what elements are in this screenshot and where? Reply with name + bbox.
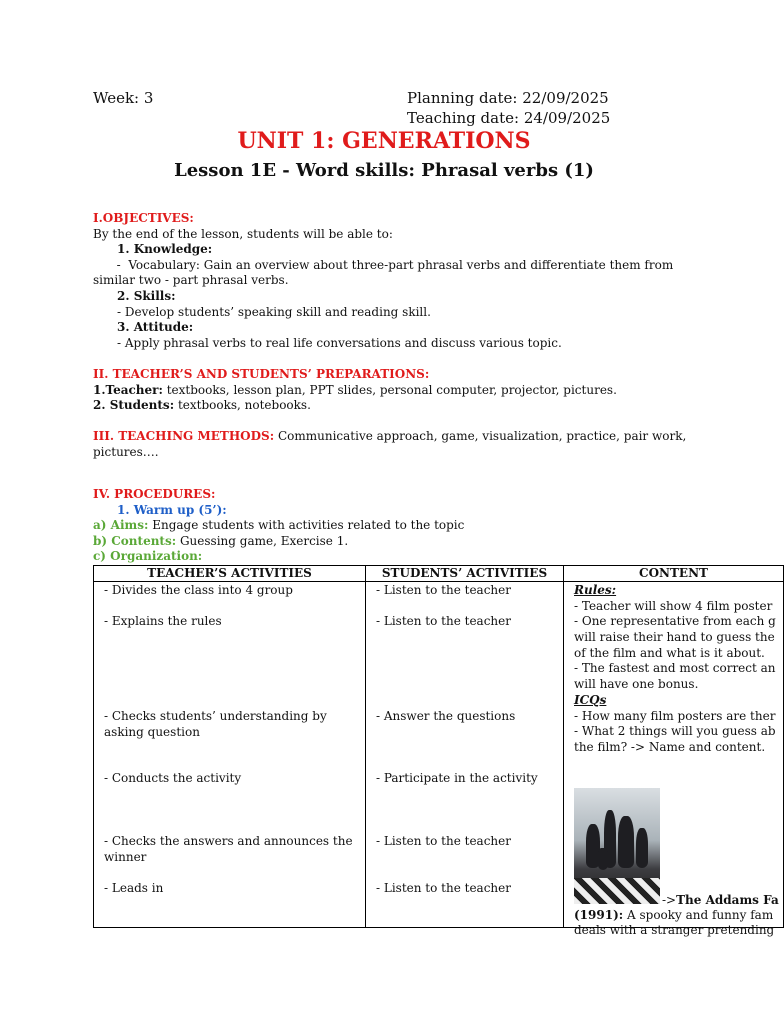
warmup-heading: 1. Warm up (5’): (117, 503, 227, 517)
rule-text: - Teacher will show 4 film poster (574, 599, 773, 613)
header-content: CONTENT (564, 566, 784, 582)
students-preparation: 2. Students: textbooks, notebooks. (93, 398, 311, 412)
aims-line: a) Aims: Engage students with activities related to the topic (93, 518, 465, 532)
header-teacher-activities: TEACHER’S ACTIVITIES (94, 566, 366, 582)
organization-label: c) Organization: (93, 549, 203, 563)
teaching-methods: III. TEACHING METHODS: Communicative approach, game, visualization, practice, pair work, (93, 429, 687, 443)
objectives-intro: By the end of the lesson, students will be able to: (93, 227, 393, 241)
film-title-line: ->The Addams Fa (662, 893, 779, 907)
rule-text: will have one bonus. (574, 677, 699, 691)
lesson-title: Lesson 1E - Word skills: Phrasal verbs (1) (174, 160, 594, 181)
icqs-label: ICQs (574, 693, 607, 707)
teacher-preparation: 1.Teacher: textbooks, lesson plan, PPT slides, personal computer, projector, pictures. (93, 383, 617, 397)
teacher-activity: - Checks students’ understanding by asking question (104, 709, 327, 739)
skills-text: - Develop students’ speaking skill and reading skill. (117, 305, 431, 319)
icq-text: the film? -> Name and content. (574, 740, 766, 754)
teaching-date: Teaching date: 24/09/2025 (407, 109, 611, 127)
table-header-row (94, 566, 784, 582)
student-activity: - Listen to the teacher (376, 881, 511, 895)
icq-text: - What 2 things will you guess ab (574, 724, 776, 738)
teacher-activity: - Leads in (104, 881, 164, 895)
knowledge-text-1: - Vocabulary: Gain an overview about three-part phrasal verbs and differentiate them from (109, 258, 674, 272)
teacher-activity: - Explains the rules (104, 614, 222, 628)
contents-line: b) Contents: Guessing game, Exercise 1. (93, 534, 349, 548)
attitude-text: - Apply phrasal verbs to real life conversations and discuss various topic. (117, 336, 562, 350)
unit-title: UNIT 1: GENERATIONS (237, 128, 531, 154)
student-activity: - Participate in the activity (376, 771, 538, 785)
week-label: Week: 3 (93, 89, 154, 107)
rule-text: - One representative from each g (574, 614, 776, 628)
student-activity: - Listen to the teacher (376, 834, 511, 848)
rule-text: will raise their hand to guess the (574, 630, 775, 644)
film-description: (1991): A spooky and funny fam (574, 908, 774, 922)
film-poster-image (574, 788, 660, 904)
table-row (94, 582, 784, 928)
film-description-cont: deals with a stranger pretending (574, 923, 775, 937)
procedure-table (93, 565, 784, 937)
student-activity: - Answer the questions (376, 709, 516, 723)
planning-date: Planning date: 22/09/2025 (407, 89, 609, 107)
skills-label: 2. Skills: (117, 289, 176, 303)
header-students-activities: STUDENTS’ ACTIVITIES (366, 566, 564, 582)
rules-label: Rules: (574, 583, 617, 597)
teaching-methods-cont: pictures…. (93, 445, 159, 459)
content-cell (564, 582, 784, 937)
teacher-activity: - Checks the answers and announces the winner (104, 834, 353, 864)
teacher-activity: - Conducts the activity (104, 771, 242, 785)
procedures-heading: IV. PROCEDURES: (93, 487, 216, 501)
knowledge-label: 1. Knowledge: (117, 242, 213, 256)
rule-text: - The fastest and most correct an (574, 661, 776, 675)
rule-text: of the film and what is it about. (574, 646, 765, 660)
preparations-heading: II. TEACHER’S AND STUDENTS’ PREPARATIONS: (93, 367, 430, 381)
students-activities-cell (366, 582, 564, 928)
attitude-label: 3. Attitude: (117, 320, 194, 334)
student-activity: - Listen to the teacher (376, 614, 511, 628)
knowledge-text-2: similar two - part phrasal verbs. (93, 273, 289, 287)
teacher-activities-cell (94, 582, 366, 928)
objectives-heading: I.OBJECTIVES: (93, 211, 194, 225)
student-activity: - Listen to the teacher (376, 583, 511, 597)
icq-text: - How many film posters are ther (574, 709, 776, 723)
teacher-activity: - Divides the class into 4 group (104, 583, 293, 597)
